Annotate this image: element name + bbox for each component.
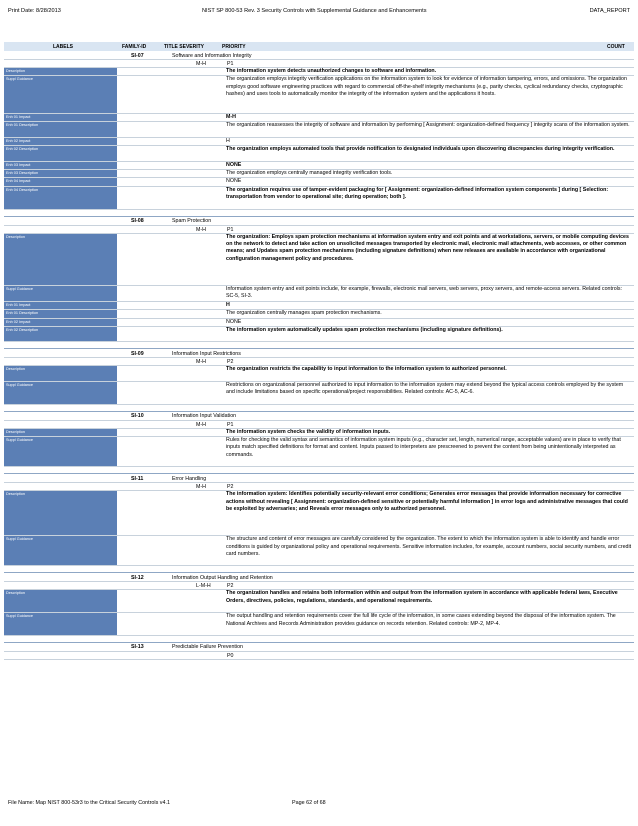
print-header [0, 6, 638, 20]
section-gap [4, 636, 634, 643]
report-label: DATA_REPORT [589, 8, 630, 14]
section-gap [4, 342, 634, 349]
control-title: Spam Protection [172, 218, 212, 225]
section-gap [4, 210, 634, 217]
control-id: SI-12 [131, 574, 144, 581]
row-text: The organization restricts the capability to input information to the information system to authorized personnel. [226, 366, 507, 373]
detail-row [4, 178, 634, 186]
row-text: The information system: Identifies potentially security-relevant error conditions; Generates error messages that provide information necessary for corrective actions without revealing [ Assignment: organization-defined sensitive or potentially harmful information ] in error logs and administrative messages that could be exploited by adversaries; and Reveals error messages only to authorized personnel. [226, 491, 628, 513]
row-label: Description [4, 366, 117, 380]
severity-row [4, 60, 634, 68]
control-severity: M-H [196, 226, 207, 233]
control-row [4, 217, 634, 226]
spacer-cell [117, 491, 225, 535]
control-title: Error Handling [172, 475, 207, 482]
detail-row [4, 590, 634, 613]
spacer-cell [117, 429, 225, 436]
spacer-cell [117, 76, 225, 113]
control-title: Information Output Handling and Retention [172, 574, 273, 581]
detail-row [4, 114, 634, 122]
row-label: Suppl Guidance [4, 536, 117, 565]
controls-table [4, 51, 634, 660]
detail-row [4, 162, 634, 170]
control-row [4, 349, 634, 358]
section-gap [4, 405, 634, 412]
detail-row [4, 68, 634, 76]
control-row [4, 573, 634, 582]
control-priority: P1 [227, 421, 234, 428]
control-priority: P0 [227, 652, 234, 659]
control-title: Predictable Failure Prevention [172, 644, 243, 651]
detail-row [4, 613, 634, 636]
severity-row [4, 226, 634, 234]
row-text: The organization handles and retains both information within and output from the information system in accordance with applicable federal laws, Executive Orders, directives, policies, regulations, standards, and operational requirements. [226, 590, 618, 604]
header-priority: PRIORITY [222, 43, 246, 50]
detail-row [4, 234, 634, 286]
detail-row [4, 437, 634, 467]
row-text: Restrictions on organizational personnel authorized to input information to the information system may extend beyond the typical access controls employed by the system and include limitations based on specific operational/project responsibilities. Related controls: AC-5, AC-6. [226, 381, 624, 396]
row-text: The organization employs automated tools that provide notification to designated individuals upon discovering discrepancies during integrity verification. [226, 146, 615, 153]
row-text: The information system checks the validity of information inputs. [226, 428, 391, 435]
control-row [4, 643, 634, 652]
spacer-cell [117, 187, 225, 209]
row-text: The structure and content of error messages are carefully considered by the organization. The extent to which the information system is able to identify and handle error conditions is guided by organizational policy and operational requirements. Sensitive information includes, for example, account numbers, social security numbers, and credit card numbers. [226, 536, 632, 558]
control-id: SI-13 [131, 644, 144, 651]
control-row [4, 474, 634, 483]
row-label: Enh 01 Impact [4, 114, 117, 121]
spacer-cell [117, 138, 225, 145]
spacer-cell [117, 310, 225, 317]
control-priority: P2 [227, 359, 234, 366]
detail-row [4, 302, 634, 310]
detail-row [4, 286, 634, 302]
detail-row [4, 366, 634, 381]
row-label: Enh 04 Description [4, 187, 117, 209]
severity-row [4, 421, 634, 429]
section-gap [4, 566, 634, 573]
detail-row [4, 76, 634, 114]
control-row [4, 412, 634, 421]
row-text: M-H [226, 114, 237, 120]
detail-row [4, 122, 634, 137]
control-severity: M-H [196, 484, 207, 491]
control-title: Information Input Validation [172, 413, 237, 420]
severity-row [4, 358, 634, 366]
spacer-cell [117, 590, 225, 612]
spacer-cell [117, 286, 225, 301]
row-label: Enh 01 Impact [4, 302, 117, 309]
row-label: Description [4, 491, 117, 535]
detail-row [4, 170, 634, 178]
control-severity: M-H [196, 359, 207, 366]
row-label: Description [4, 68, 117, 75]
control-id: SI-07 [131, 52, 144, 59]
row-label: Description [4, 590, 117, 612]
row-label: Enh 03 Description [4, 170, 117, 177]
row-text: NONE [226, 178, 242, 185]
row-text: The organization employs centrally managed integrity verification tools. [226, 170, 393, 176]
row-text: Rules for checking the valid syntax and semantics of information system inputs (e.g., character set, length, numerical range, acceptable values) are in place to verify that inputs match specified definitions for format and content. Inputs passed to interpreters are prescreened to prevent the content from being unintentionally interpreted as commands. [226, 437, 621, 458]
control-id: SI-09 [131, 350, 144, 357]
spacer-cell [117, 613, 225, 635]
row-label: Enh 02 Impact [4, 138, 117, 145]
detail-row [4, 382, 634, 405]
header-labels: LABELS [53, 43, 73, 50]
row-text: The information system detects unauthorized changes to software and information. [226, 68, 437, 74]
row-label: Suppl Guidance [4, 286, 117, 301]
spacer-cell [117, 68, 225, 75]
spacer-cell [117, 170, 225, 177]
row-label: Suppl Guidance [4, 613, 117, 635]
row-text: The organization employs integrity verification applications on the information system to look for evidence of information tampering, errors, and omissions. The organization employs good software engineering practices with regard to commercial off-the-shelf integrity mechanisms (e.g., parity checks, cyclical redundancy checks, cryptographic hashes) and uses tools to automatically monitor the integrity of the information system and the applications it hosts. [226, 76, 627, 98]
detail-row [4, 310, 634, 318]
row-label: Enh 01 Description [4, 122, 117, 136]
row-text: The organization: Employs spam protection mechanisms at information system entry and exit points and at workstations, servers, or mobile computing devices on the network to detect and take action on unsolicited messages transported by electronic mail, electronic mail attachments, web accesses, or other common means; and Updates spam protection mechanisms (including signature definitions) when new releases are available in accordance with organizational configuration management policy and procedures. [226, 233, 629, 262]
detail-row [4, 429, 634, 437]
spacer-cell [117, 122, 225, 136]
detail-row [4, 327, 634, 342]
row-label: Suppl Guidance [4, 76, 117, 113]
row-text: The output handling and retention requirements cover the full life cycle of the information, in some cases extending beyond the disposal of the information system. The National Archives and Records Administration provides guidance on records retention. Related controls: MP-2, MP-4. [226, 613, 616, 627]
row-label: Enh 03 Impact [4, 162, 117, 169]
detail-row [4, 187, 634, 210]
spacer-cell [117, 114, 225, 121]
spacer-cell [117, 162, 225, 169]
detail-row [4, 138, 634, 146]
row-label: Enh 02 Description [4, 146, 117, 160]
header-count: COUNT [607, 43, 625, 50]
row-label: Enh 01 Description [4, 310, 117, 317]
section-gap [4, 467, 634, 474]
row-text: The information system automatically updates spam protection mechanisms (including signature definitions). [226, 327, 503, 334]
row-label: Enh 02 Description [4, 327, 117, 341]
detail-row [4, 536, 634, 566]
row-text: NONE [226, 161, 242, 168]
row-label: Description [4, 234, 117, 285]
control-priority: P1 [227, 226, 234, 233]
page-number: Page 62 of 68 [292, 800, 326, 806]
spacer-cell [117, 146, 225, 160]
row-text: The organization requires use of tamper-evident packaging for [ Assignment: organization-defined information system components ] during [ Selection: transportation from vendor to operational site; during operation; both ]. [226, 186, 609, 201]
detail-row [4, 319, 634, 327]
row-text: H [226, 137, 230, 144]
control-title: Information Input Restrictions [172, 350, 241, 357]
control-priority: P2 [227, 583, 234, 590]
severity-row [4, 652, 634, 660]
control-id: SI-10 [131, 413, 144, 420]
spacer-cell [117, 327, 225, 341]
severity-row [4, 582, 634, 590]
row-label: Description [4, 429, 117, 436]
control-severity: L-M-H [196, 583, 211, 590]
row-text: The organization reassesses the integrity of software and information by performing [ Assignment: organization-defined frequency ] integrity scans of the information system. [226, 122, 630, 129]
row-text: The organization centrally manages spam protection mechanisms. [226, 310, 382, 317]
file-name: File Name: Map NIST 800-53r3 to the Critical Security Controls v4.1 [8, 800, 170, 806]
control-severity: M-H [196, 421, 207, 428]
row-text: NONE [226, 318, 242, 325]
control-priority: P2 [227, 484, 234, 491]
document-title: NIST SP 800-53 Rev. 3 Security Controls with Supplemental Guidance and Enhancements [202, 8, 427, 14]
row-label: Enh 02 Impact [4, 319, 117, 326]
row-text: H [226, 301, 230, 308]
row-label: Enh 04 Impact [4, 178, 117, 185]
control-row [4, 51, 634, 60]
row-label: Suppl Guidance [4, 382, 117, 404]
spacer-cell [117, 437, 225, 466]
row-label: Suppl Guidance [4, 437, 117, 466]
severity-row [4, 483, 634, 491]
row-text: Information system entry and exit points include, for example, firewalls, electronic mail servers, web servers, proxy servers, and remote-access servers. Related controls: SC-5, SI-3. [226, 286, 622, 300]
detail-row [4, 146, 634, 161]
header-family-id: FAMILY-ID [122, 43, 147, 50]
spacer-cell [117, 319, 225, 326]
detail-row [4, 491, 634, 536]
control-id: SI-08 [131, 218, 144, 225]
spacer-cell [117, 366, 225, 380]
print-date: Print Date: 8/28/2013 [8, 8, 61, 14]
page-footer [0, 800, 638, 812]
header-title-severity: TITLE SEVERITY [164, 43, 205, 50]
control-id: SI-11 [131, 475, 144, 482]
spacer-cell [117, 178, 225, 185]
spacer-cell [117, 382, 225, 404]
spacer-cell [117, 536, 225, 565]
table-header [4, 42, 634, 51]
control-priority: P1 [227, 61, 234, 67]
spacer-cell [117, 302, 225, 309]
spacer-cell [117, 234, 225, 285]
control-title: Software and Information Integrity [172, 52, 252, 59]
control-severity: M-H [196, 61, 207, 67]
